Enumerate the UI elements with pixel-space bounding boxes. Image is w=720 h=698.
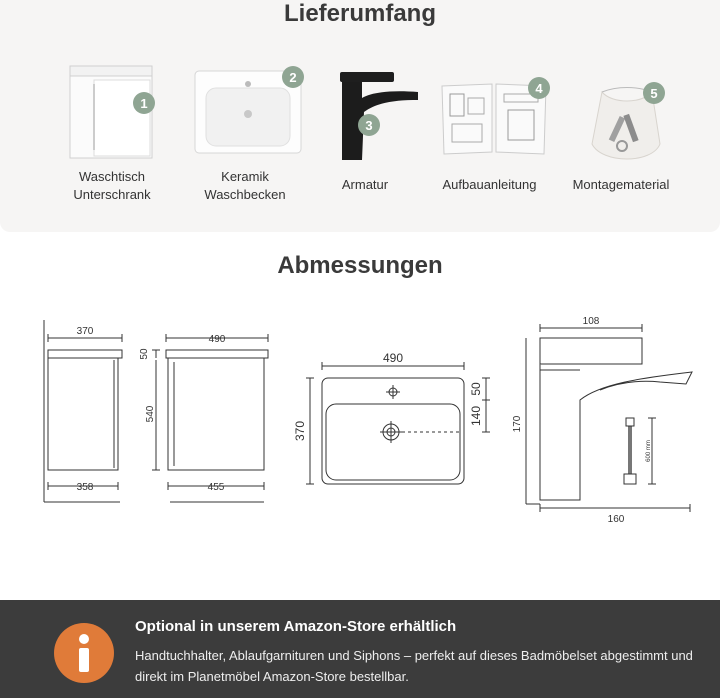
hose-length-label: 600 mm <box>646 440 652 462</box>
item-badge-2: 2 <box>282 66 304 88</box>
front-top-width-label: 490 <box>208 334 226 345</box>
basin-width-label: 490 <box>382 351 404 365</box>
faucet-height-label: 170 <box>512 415 523 433</box>
faucet-top-length-label: 108 <box>582 316 600 327</box>
cabinet-top-height-label: 50 <box>139 348 150 360</box>
item-badge-3: 3 <box>358 114 380 136</box>
front-bottom-width-label: 455 <box>207 482 225 493</box>
item-label-basin: Keramik Waschbecken <box>204 169 286 202</box>
side-top-width-label: 370 <box>76 326 94 337</box>
basin-depth-label: 370 <box>293 420 307 442</box>
item-badge-5: 5 <box>643 82 665 104</box>
item-badge-1: 1 <box>133 92 155 114</box>
dimensions-drawing <box>0 300 720 530</box>
cabinet-body-height-label: 540 <box>145 405 156 423</box>
item-label-faucet: Armatur <box>341 177 389 192</box>
faucet-base-length-label: 160 <box>607 514 625 525</box>
faucet-image <box>332 68 422 164</box>
dimensions-title: Abmessungen <box>277 252 443 279</box>
item-badge-4: 4 <box>528 77 550 99</box>
side-bottom-width-label: 358 <box>76 482 94 493</box>
optional-title: Optional in unserem Amazon-Store erhältlich <box>135 618 457 635</box>
optional-text: Handtuchhalter, Ablaufgarnituren und Siphons – perfekt auf dieses Badmöbelset abgestimmt und direkt im Planetmöbel Amazon-Store bestellbar. <box>135 648 693 684</box>
item-label-mounting: Montagematerial <box>572 177 670 192</box>
scope-title: Lieferumfang <box>283 0 436 27</box>
item-label-cabinet: Waschtisch Unterschrank <box>73 169 151 202</box>
item-label-manual: Aufbauanleitung <box>442 177 537 192</box>
info-icon <box>54 623 114 683</box>
basin-hole-offset-label: 140 <box>469 405 483 427</box>
basin-rim-label: 50 <box>469 382 483 396</box>
